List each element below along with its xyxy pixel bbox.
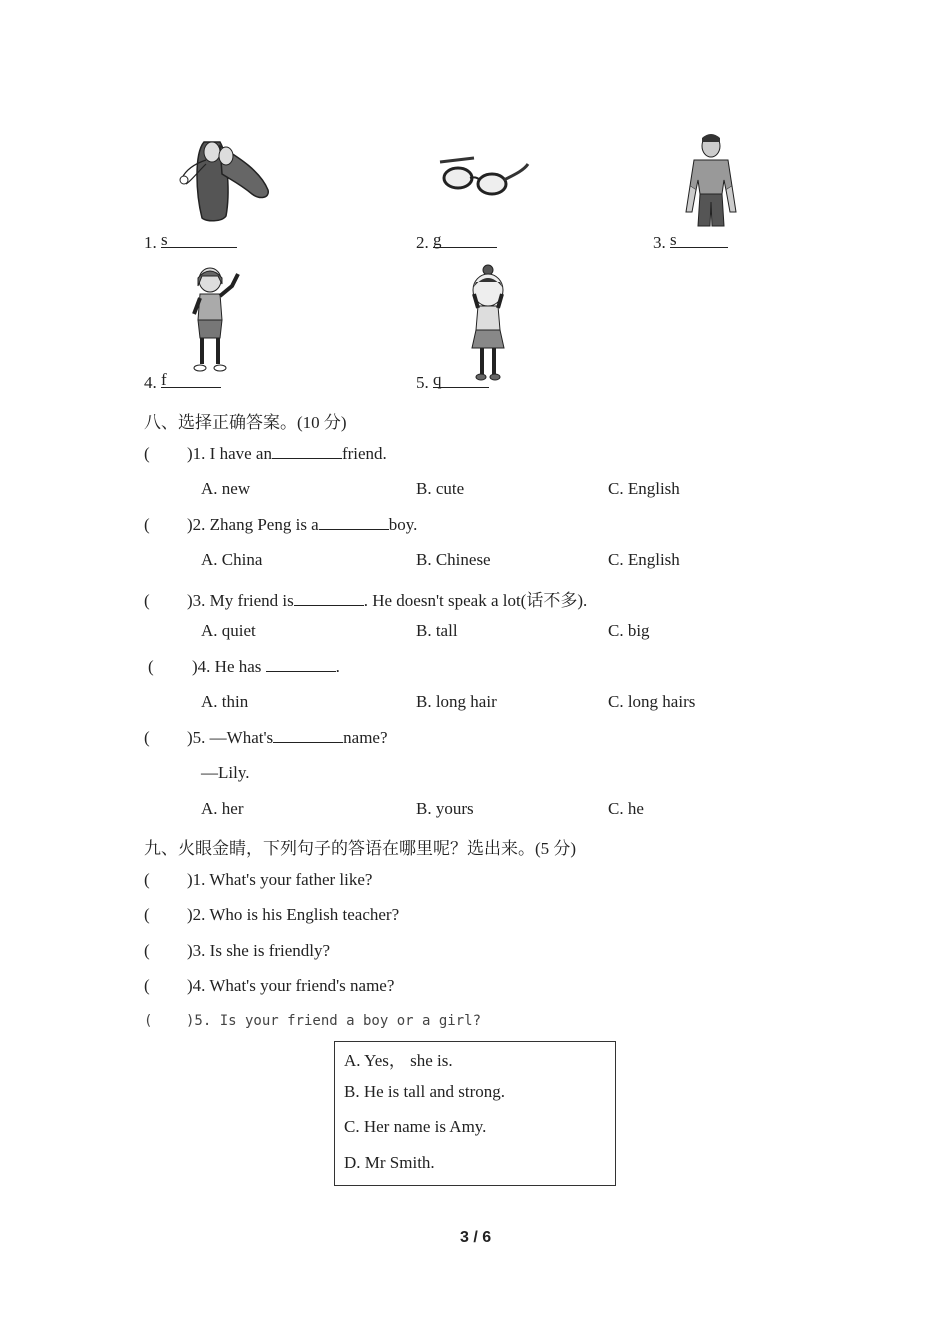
answer-paren[interactable]: ( — [144, 976, 150, 995]
item-number: 2. — [416, 233, 433, 252]
answer-blank[interactable] — [272, 444, 342, 459]
question-8-3 — [144, 586, 587, 611]
question-8-4 — [148, 657, 340, 677]
answer-line: —Lily. — [201, 763, 250, 782]
quiet-girl-icon — [464, 264, 512, 382]
question-9-3 — [144, 941, 330, 961]
answer-paren[interactable]: ( — [144, 728, 150, 747]
question-9-4 — [144, 976, 394, 996]
option-b[interactable]: B. tall — [416, 621, 458, 640]
strong-man-icon — [682, 132, 740, 228]
ballet-shoes-icon — [176, 134, 272, 224]
option-a[interactable]: A. quiet — [201, 621, 256, 640]
question-8-2 — [144, 515, 417, 535]
question-text: )1. What's your father like? — [187, 870, 373, 889]
option-c[interactable]: C. big — [608, 621, 650, 640]
option-a[interactable]: A. China — [201, 550, 263, 569]
section-8-heading: 八、选择正确答案。(10 分) — [144, 413, 347, 432]
answer-blank[interactable] — [294, 591, 364, 606]
question-text-end: friend. — [341, 444, 387, 463]
option-b[interactable]: B. long hair — [416, 692, 497, 711]
option-c[interactable]: C. he — [608, 799, 644, 818]
glasses-icon — [436, 154, 532, 198]
answer-option-b: B. He is tall and strong. — [344, 1082, 506, 1101]
question-9-2 — [144, 905, 399, 925]
option-a[interactable]: A. new — [201, 479, 251, 498]
picture-item-5 — [416, 370, 489, 393]
option-c[interactable]: C. English — [608, 550, 680, 569]
question-text-end: name? — [343, 728, 388, 747]
answer-paren[interactable]: ( — [148, 657, 154, 676]
item-number: 3. — [653, 233, 670, 252]
item-number: 1. — [144, 233, 161, 252]
picture-item-3 — [653, 230, 728, 253]
option-a[interactable]: A. her — [201, 799, 244, 818]
page-number: 3 / 6 — [460, 1229, 492, 1246]
option-a[interactable]: A. thin — [201, 692, 249, 711]
option-c[interactable]: C. English — [608, 479, 680, 498]
answer-blank[interactable] — [433, 370, 489, 389]
question-text: )2. Zhang Peng is a — [187, 515, 319, 534]
answer-blank[interactable] — [266, 657, 336, 672]
answer-option-c: C. Her name is Amy. — [344, 1117, 487, 1136]
answer-paren[interactable]: ( — [144, 515, 150, 534]
question-9-5 — [144, 1013, 481, 1029]
hint-letter: s — [161, 230, 168, 249]
answer-blank[interactable] — [319, 515, 389, 530]
friendly-girl-icon — [188, 264, 246, 374]
picture-item-4 — [144, 370, 221, 393]
answer-blank[interactable] — [161, 370, 221, 389]
option-b[interactable]: B. Chinese — [416, 550, 491, 569]
question-8-5 — [144, 728, 388, 748]
question-text-end: . He doesn't speak a lot(话不多). — [363, 591, 588, 610]
section-9-heading: 九、火眼金睛，下列句子的答语在哪里呢？选出来。(5 分) — [144, 839, 577, 858]
question-text: )4. He has — [192, 657, 266, 676]
answer-option-d: D. Mr Smith. — [344, 1153, 435, 1172]
question-text: )4. What's your friend's name? — [187, 976, 395, 995]
question-text: )2. Who is his English teacher? — [187, 905, 400, 924]
answer-paren[interactable]: ( — [144, 1013, 153, 1029]
answer-options-box — [334, 1041, 616, 1186]
question-text: )3. My friend is — [187, 591, 294, 610]
answer-paren[interactable]: ( — [144, 591, 150, 610]
hint-letter: s — [670, 230, 677, 249]
answer-paren[interactable]: ( — [144, 941, 150, 960]
answer-blank[interactable] — [273, 728, 343, 743]
option-b[interactable]: B. yours — [416, 799, 474, 818]
picture-item-1 — [144, 230, 237, 253]
hint-letter: f — [161, 370, 167, 389]
answer-paren[interactable]: ( — [144, 905, 150, 924]
hint-letter: q — [433, 370, 442, 389]
answer-paren[interactable]: ( — [144, 444, 150, 463]
answer-blank[interactable] — [161, 230, 237, 249]
answer-paren[interactable]: ( — [144, 870, 150, 889]
answer-option-a: A. Yes， she is. — [344, 1051, 453, 1070]
question-text: )3. Is she is friendly? — [187, 941, 331, 960]
question-text: )5. Is your friend a boy or a girl? — [186, 1013, 482, 1029]
question-text: )1. I have an — [187, 444, 272, 463]
option-b[interactable]: B. cute — [416, 479, 465, 498]
option-c[interactable]: C. long hairs — [608, 692, 696, 711]
question-text-end: boy. — [388, 515, 418, 534]
item-number: 4. — [144, 373, 161, 392]
question-8-1 — [144, 444, 387, 464]
answer-blank[interactable] — [670, 230, 728, 249]
picture-item-2 — [416, 230, 497, 253]
question-text: )5. —What's — [187, 728, 274, 747]
item-number: 5. — [416, 373, 433, 392]
answer-blank[interactable] — [433, 230, 497, 249]
question-text-end: . — [335, 657, 340, 676]
hint-letter: g — [433, 230, 442, 249]
question-9-1 — [144, 870, 372, 890]
